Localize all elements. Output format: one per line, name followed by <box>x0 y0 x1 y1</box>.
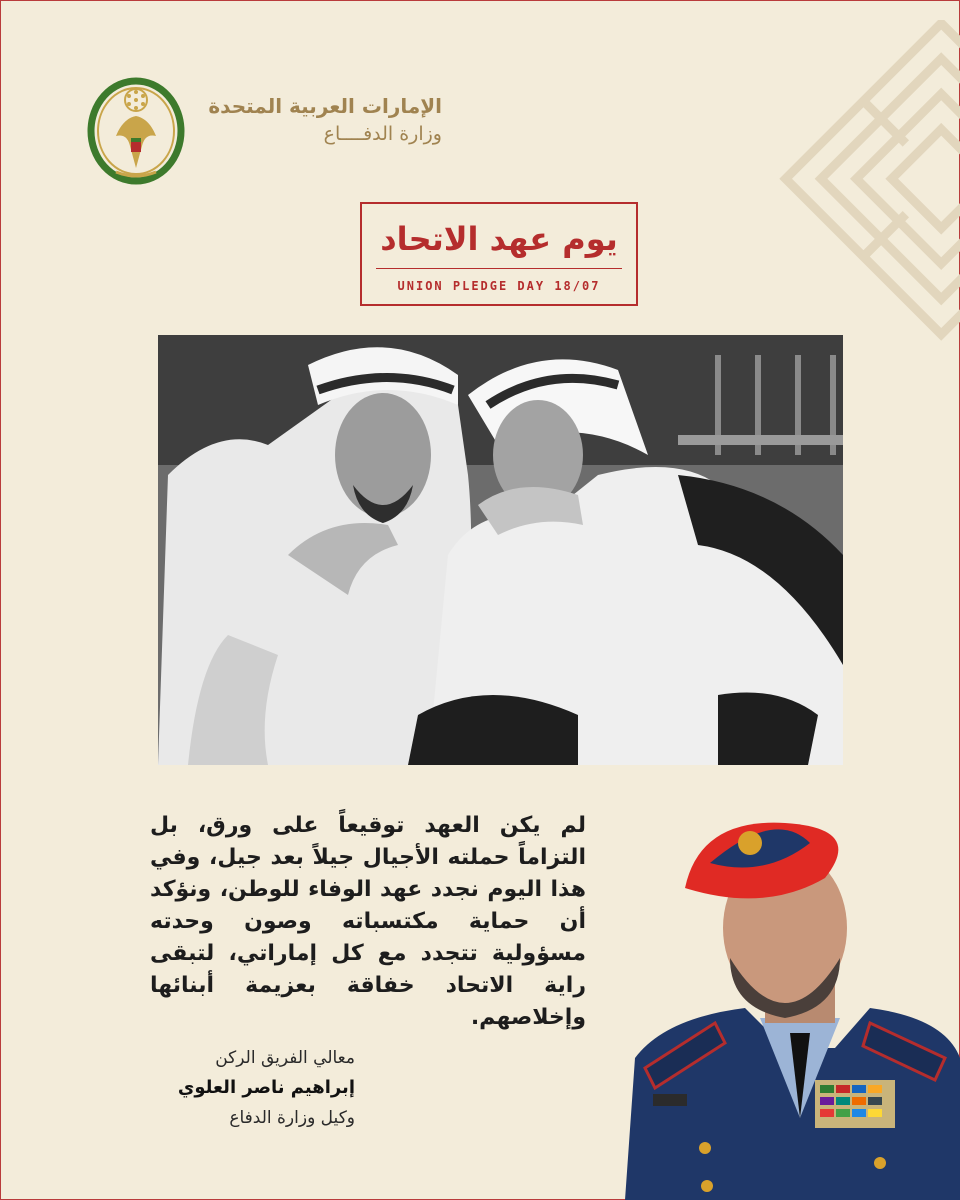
officer-portrait <box>625 818 960 1200</box>
stamp-subtitle: UNION PLEDGE DAY 18/07 <box>397 279 601 293</box>
country-name: الإمارات العربية المتحدة <box>208 94 442 118</box>
stamp-divider <box>376 268 622 269</box>
stamp-title: يوم عهد الاتحاد <box>380 220 618 258</box>
signature-block <box>150 1043 355 1133</box>
union-pledge-stamp <box>360 202 638 306</box>
quote-text: لم يكن العهد توقيعاً على ورق، بل التزاماً حملته الأجيال جيلاً بعد جيل، وفي هذا اليوم نجدد عهد الوفاء للوطن، ونؤكد أن حماية مكتسباته وصون وحدته مسؤولية تتجدد مع كل إماراتي، لتبقى راية الاتحاد خفاقة بعزيمة أبنائها وإخلاصهم. <box>150 813 586 1030</box>
ministry-name: وزارة الدفــــاع <box>323 123 442 145</box>
kufic-pattern-decoration <box>770 20 960 380</box>
signature-name: إبراهيم ناصر العلوي <box>177 1077 355 1098</box>
signature-title: معالي الفريق الركن <box>215 1048 355 1068</box>
organization-name <box>162 92 442 148</box>
historic-photo <box>158 335 843 765</box>
signature-role: وكيل وزارة الدفاع <box>229 1108 355 1128</box>
